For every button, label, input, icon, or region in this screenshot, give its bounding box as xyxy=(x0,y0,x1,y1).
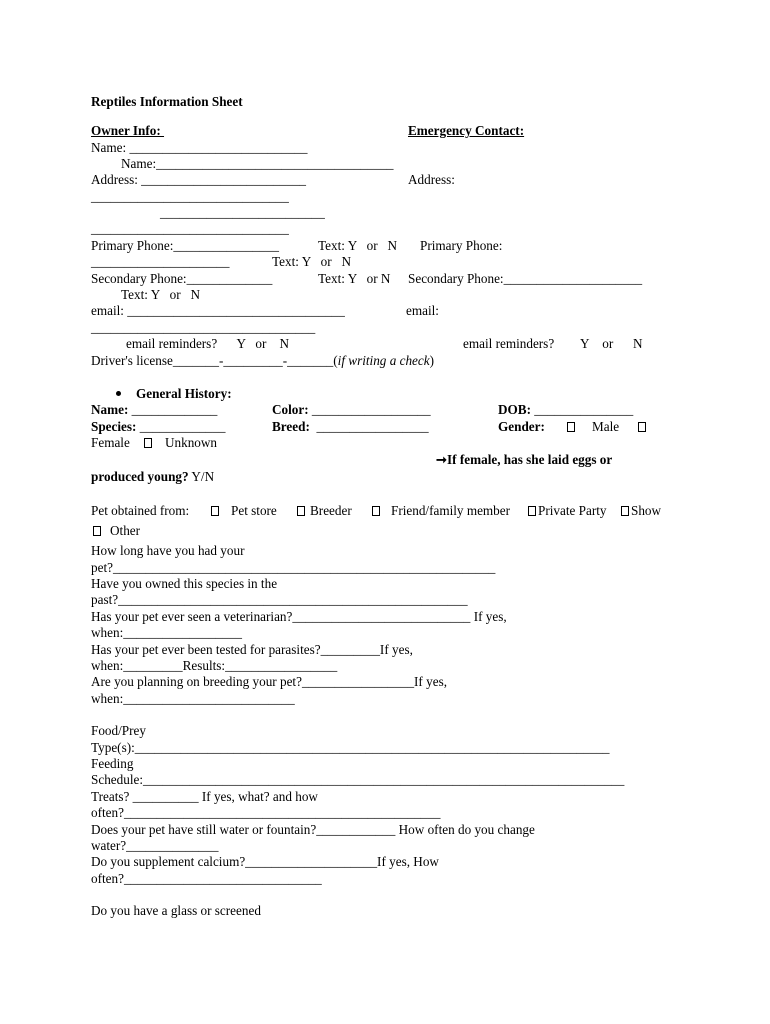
answer-line[interactable]: pet?__________________________________________________________ xyxy=(91,560,496,575)
food-line[interactable]: often?________________________________________________ xyxy=(91,805,441,820)
owner-email-line2[interactable]: __________________________________ xyxy=(91,320,316,335)
drivers-license-field[interactable] xyxy=(91,353,434,369)
breeder-checkbox[interactable] xyxy=(297,506,305,516)
owner-address-field[interactable]: Address: _________________________ xyxy=(91,172,307,187)
answer-line[interactable]: when:__________________ xyxy=(91,625,242,640)
show-label: Show xyxy=(631,503,662,518)
owner-secondary-phone-field[interactable]: Secondary Phone:_____________ xyxy=(91,271,273,286)
pet-store-label: Pet store xyxy=(231,503,277,518)
drivers-license-label: Driver's license_______-_________-_______( xyxy=(91,353,338,368)
emergency-email-reminders: email reminders? Y or N xyxy=(463,336,643,351)
question-line: Have you owned this species in the xyxy=(91,576,278,591)
emergency-primary-phone-label: Primary Phone: xyxy=(420,238,503,253)
pet-name-blank: _____________ xyxy=(128,402,218,417)
female-checkbox[interactable] xyxy=(638,422,646,432)
pet-color-label: Color: xyxy=(272,402,309,417)
emergency-primary-phone-field[interactable]: _____________________ xyxy=(91,254,230,269)
emergency-text-yn-1: Text: Y or N xyxy=(272,254,352,269)
friend-family-checkbox[interactable] xyxy=(372,506,380,516)
food-line: Feeding xyxy=(91,756,134,771)
owner-address-line3[interactable]: _________________________ xyxy=(160,205,325,220)
answer-line[interactable]: when:_________Results:_________________ xyxy=(91,658,338,673)
owner-address-line4[interactable]: ______________________________ xyxy=(91,221,289,236)
question-line[interactable]: Has your pet ever been tested for parasites?_________If yes, xyxy=(91,642,413,657)
unknown-label: Unknown xyxy=(165,435,218,450)
pet-gender-label: Gender: xyxy=(498,419,545,434)
unknown-checkbox[interactable] xyxy=(144,438,152,448)
drivers-license-note: if writing a check xyxy=(337,353,430,368)
pet-name-field[interactable] xyxy=(91,402,217,418)
answer-line[interactable]: past?_____________________________________________________ xyxy=(91,592,468,607)
male-label: Male xyxy=(592,419,620,434)
emergency-text-yn-2: Text: Y or N xyxy=(121,287,201,302)
question-line[interactable]: Are you planning on breeding your pet?_________________If yes, xyxy=(91,674,447,689)
pet-store-checkbox[interactable] xyxy=(211,506,219,516)
emergency-name-field[interactable]: Name:____________________________________ xyxy=(121,156,394,171)
private-party-checkbox[interactable] xyxy=(528,506,536,516)
emergency-secondary-phone-field[interactable]: Secondary Phone:_____________________ xyxy=(408,271,643,286)
owner-primary-phone-field[interactable]: Primary Phone:________________ xyxy=(91,238,279,253)
owner-name-field[interactable]: Name: ___________________________ xyxy=(91,140,308,155)
produced-young-answer: Y/N xyxy=(188,469,215,484)
owner-text-yn-1: Text: Y or N xyxy=(318,238,398,253)
drivers-license-close: ) xyxy=(429,353,435,368)
food-line[interactable]: Treats? __________ If yes, what? and how xyxy=(91,789,318,804)
owner-text-yn-2: Text: Y or N xyxy=(318,271,391,286)
owner-email-reminders: email reminders? Y or N xyxy=(126,336,290,351)
answer-line[interactable]: when:__________________________ xyxy=(91,691,295,706)
male-checkbox[interactable] xyxy=(567,422,575,432)
food-line: Food/Prey xyxy=(91,723,146,738)
general-history-heading: General History: xyxy=(136,386,232,401)
emergency-contact-heading: Emergency Contact: xyxy=(408,123,525,138)
pet-species-blank: _____________ xyxy=(136,419,226,434)
page-title: Reptiles Information Sheet xyxy=(91,94,243,109)
pet-species-label: Species: xyxy=(91,419,137,434)
food-line[interactable]: often?______________________________ xyxy=(91,871,322,886)
food-line[interactable]: Schedule:_________________________________________________________________________ xyxy=(91,772,625,787)
question-line: How long have you had your xyxy=(91,543,245,558)
owner-address-line2[interactable]: ______________________________ xyxy=(91,189,289,204)
produced-young-label: produced young? xyxy=(91,469,189,484)
pet-breed-blank: _________________ xyxy=(309,419,429,434)
other-label: Other xyxy=(110,523,141,538)
pet-breed-field[interactable] xyxy=(272,419,429,435)
owner-email-field[interactable]: email: _________________________________ xyxy=(91,303,345,318)
pet-color-blank: __________________ xyxy=(308,402,431,417)
pet-species-field[interactable] xyxy=(91,419,225,435)
food-line[interactable]: water?______________ xyxy=(91,838,219,853)
female-label: Female xyxy=(91,435,130,450)
pet-name-label: Name: xyxy=(91,402,129,417)
emergency-email-field[interactable]: email: xyxy=(406,303,439,318)
question-line[interactable]: Has your pet ever seen a veterinarian?___________________________ If yes, xyxy=(91,609,507,624)
bullet-icon xyxy=(116,391,121,396)
food-line[interactable]: Type(s):________________________________________________________________________ xyxy=(91,740,610,755)
food-line[interactable]: Do you supplement calcium?____________________If yes, How xyxy=(91,854,439,869)
enclosure-question: Do you have a glass or screened xyxy=(91,903,261,918)
pet-color-field[interactable] xyxy=(272,402,431,418)
friend-family-label: Friend/family member xyxy=(391,503,511,518)
laid-eggs-question: ➞If female, has she laid eggs or xyxy=(436,452,613,467)
breeder-label: Breeder xyxy=(310,503,352,518)
private-party-label: Private Party xyxy=(538,503,607,518)
produced-young-question[interactable] xyxy=(91,469,214,485)
obtained-from-label: Pet obtained from: xyxy=(91,503,190,518)
other-checkbox[interactable] xyxy=(93,526,101,536)
pet-dob-label: DOB: xyxy=(498,402,531,417)
food-line[interactable]: Does your pet have still water or fountain?____________ How often do you change xyxy=(91,822,535,837)
pet-dob-field[interactable] xyxy=(498,402,633,418)
emergency-address-field[interactable]: Address: xyxy=(408,172,455,187)
show-checkbox[interactable] xyxy=(621,506,629,516)
pet-breed-label: Breed: xyxy=(272,419,310,434)
owner-info-heading: Owner Info: xyxy=(91,123,165,138)
pet-dob-blank: _______________ xyxy=(530,402,634,417)
